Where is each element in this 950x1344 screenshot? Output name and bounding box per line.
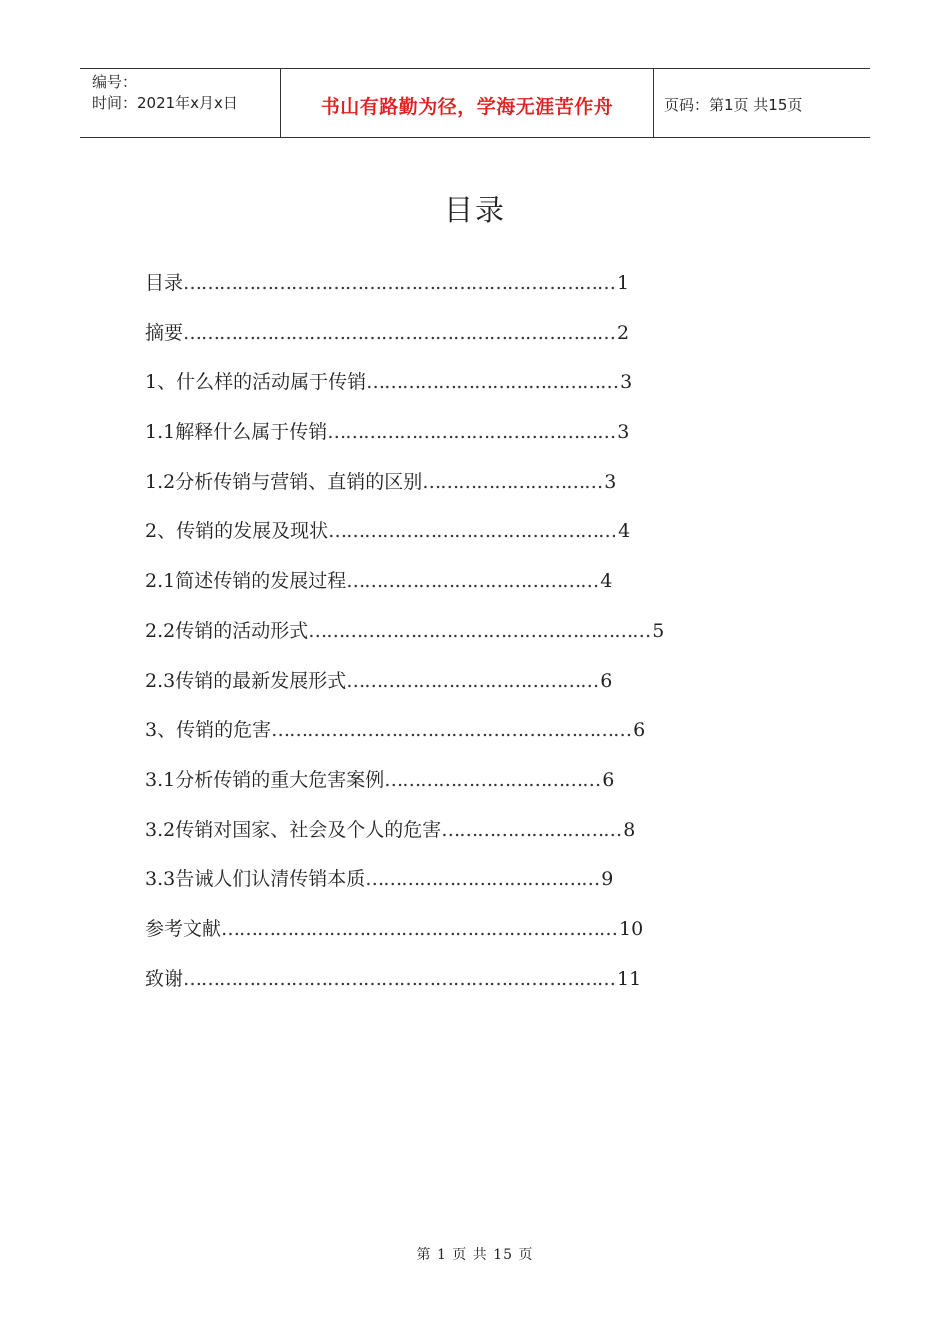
toc-dot-leader: ………………………… (441, 818, 622, 841)
toc-entry[interactable] (145, 268, 745, 318)
toc-page-number: 10 (619, 917, 644, 940)
toc-entry-title: 2.2传销的活动形式 (145, 619, 309, 642)
toc-entry-title: 目录 (145, 272, 184, 294)
toc-page-number: 3 (617, 421, 630, 444)
toc-dot-leader: ………………………………………………… (308, 619, 651, 642)
toc-page-number: 2 (617, 321, 630, 344)
toc-dot-leader: ………………………………… (365, 868, 600, 891)
toc-entry[interactable] (145, 815, 745, 865)
toc-dot-leader: ………………………………………………………… (221, 917, 618, 940)
toc-entry-title: 3.3告诫人们认清传销本质 (145, 868, 366, 891)
toc-entry-title: 摘要 (145, 321, 184, 344)
toc-dot-leader: ………………………… (422, 470, 603, 493)
toc-dot-leader: …………………………………… (346, 669, 599, 692)
toc-dot-leader: ……………………………………………………………… (183, 272, 616, 294)
toc-entry-title: 参考文献 (145, 917, 222, 940)
toc-page-number: 4 (600, 570, 613, 593)
page-title: 目录 (443, 193, 506, 227)
toc-entry[interactable] (145, 715, 745, 765)
toc-dot-leader: …………………………………… (366, 371, 619, 394)
toc-dot-leader: …………………………………… (346, 570, 599, 593)
document-number-label: 编号： (92, 73, 138, 91)
toc-entry-title: 3.1分析传销的重大危害案例 (145, 768, 385, 791)
toc-page-number: 6 (600, 669, 613, 692)
toc-dot-leader: …………………………………………………… (271, 719, 632, 742)
toc-entry-title: 3.2传销对国家、社会及个人的危害 (145, 818, 442, 841)
header-meta-cell (80, 69, 281, 137)
toc-dot-leader: ………………………………………… (328, 520, 617, 543)
toc-entry-title: 2.1简述传销的发展过程 (145, 570, 347, 593)
page-footer: 第 1 页 共 15 页 (416, 1247, 534, 1263)
toc-page-number: 4 (618, 520, 631, 543)
page-header (80, 68, 870, 138)
toc-entry[interactable] (145, 318, 745, 368)
toc-entry[interactable] (145, 467, 745, 517)
toc-page-number: 6 (602, 768, 615, 791)
toc-entry-title: 2、传销的发展及现状 (145, 520, 329, 543)
header-motto-cell (281, 69, 654, 137)
toc-dot-leader: ……………………………………………………………… (183, 967, 616, 990)
toc-page-number: 3 (620, 371, 633, 394)
toc-entry[interactable] (145, 516, 745, 566)
toc-entry[interactable] (145, 864, 745, 914)
toc-entry-title: 致谢 (145, 967, 184, 990)
toc-entry-title: 1.1解释什么属于传销 (145, 421, 328, 444)
header-page-info: 页码：第1页 共15页 (664, 95, 803, 114)
toc-entry-title: 1.2分析传销与营销、直销的区别 (145, 470, 423, 493)
toc-dot-leader: ………………………………………… (327, 421, 616, 444)
toc-page-number: 1 (617, 272, 630, 294)
toc-dot-leader: ……………………………… (384, 768, 601, 791)
toc-entry[interactable] (145, 616, 745, 666)
toc-page-number: 3 (604, 470, 617, 493)
toc-page-number: 11 (617, 967, 642, 990)
toc-page-number: 5 (652, 619, 665, 642)
toc-page-number: 9 (601, 868, 614, 891)
toc-entry[interactable] (145, 914, 745, 964)
toc-entry[interactable] (145, 417, 745, 467)
toc-entry-title: 2.3传销的最新发展形式 (145, 669, 347, 692)
header-motto: 书山有路勤为径，学海无涯苦作舟 (320, 95, 614, 118)
toc-page-number: 8 (623, 818, 636, 841)
toc-entry-title: 3、传销的危害 (145, 719, 272, 742)
toc-entry[interactable] (145, 666, 745, 716)
table-of-contents (145, 268, 745, 1013)
toc-dot-leader: ……………………………………………………………… (183, 321, 616, 344)
toc-page-number: 6 (633, 719, 646, 742)
document-date-label: 时间：2021年x月x日 (92, 94, 238, 112)
toc-entry[interactable] (145, 964, 745, 1014)
toc-entry[interactable] (145, 367, 745, 417)
toc-entry[interactable] (145, 765, 745, 815)
header-page-cell (654, 69, 870, 137)
toc-entry[interactable] (145, 566, 745, 616)
toc-entry-title: 1、什么样的活动属于传销 (145, 371, 367, 394)
